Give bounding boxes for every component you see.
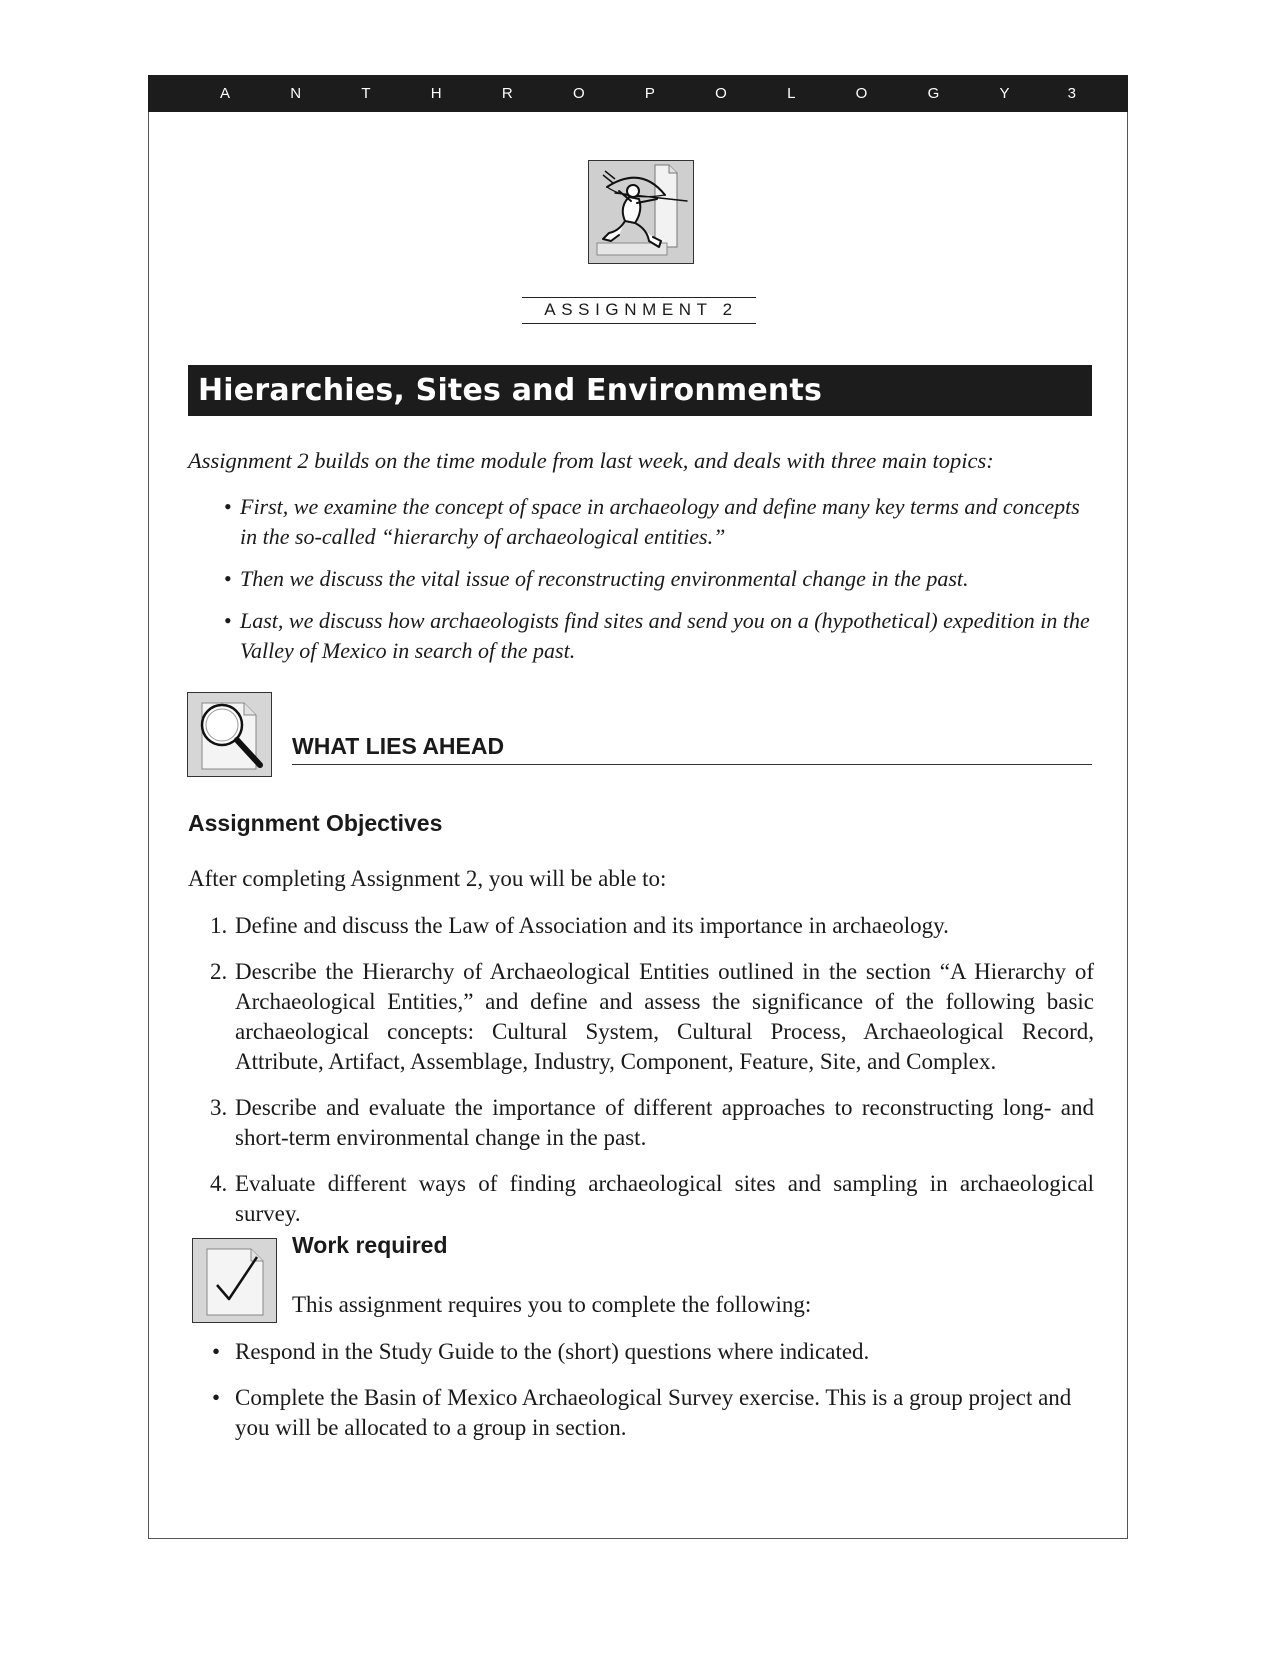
list-item: • Respond in the Study Guide to the (short) questions where indicated. — [210, 1337, 1094, 1367]
archer-figure-icon — [588, 160, 694, 264]
item-number: 4. — [210, 1171, 228, 1196]
item-text: Describe and evaluate the importance of different approaches to reconstructing long- and short-term environmental change in the past. — [235, 1095, 1094, 1150]
list-item — [210, 911, 1094, 941]
intro-lead: Assignment 2 builds on the time module from last week, and deals with three main topics: — [188, 448, 994, 473]
objectives-list — [210, 911, 1094, 1245]
list-item: • First, we examine the concept of space in archaeology and define many key terms and concepts in the so-called “hierarchy of archaeological entities.” — [220, 492, 1094, 552]
header-letter: R — [501, 85, 513, 102]
header-letter: A — [220, 85, 231, 102]
objectives-lead: After completing Assignment 2, you will be able to: — [188, 866, 667, 891]
list-item — [210, 1169, 1094, 1229]
header-letter: O — [855, 85, 868, 102]
work-required-list — [210, 1337, 1094, 1459]
list-item: • Then we discuss the vital issue of reconstructing environmental change in the past. — [220, 564, 1094, 594]
work-required-lead: This assignment requires you to complete the following: — [292, 1292, 812, 1317]
what-lies-ahead-heading: WHAT LIES AHEAD — [292, 733, 1092, 765]
list-item: • Complete the Basin of Mexico Archaeological Survey exercise. This is a group project and you will be allocated to a group in section. — [210, 1383, 1094, 1443]
header-letter: Y — [999, 85, 1010, 102]
header-letter: L — [787, 85, 796, 102]
item-text: Describe the Hierarchy of Archaeological Entities outlined in the section “A Hierarchy of Archaeological Entities,” and define and assess the significance of the following basic archaeological concepts: Cultural System, Cultural Process, Archaeological Record, Attribute, Artifact, Assemblage, Industry, Component, Feature, Site, and Complex. — [235, 959, 1094, 1074]
item-text: Define and discuss the Law of Association and its importance in archaeology. — [235, 913, 949, 938]
page-title: Hierarchies, Sites and Environments — [188, 365, 1092, 416]
work-required-heading: Work required — [292, 1232, 448, 1258]
magnifying-glass-icon — [187, 692, 272, 777]
intro-topics-list — [220, 492, 1094, 678]
header-letter: O — [715, 85, 727, 102]
list-item — [210, 1093, 1094, 1153]
checkmark-icon — [192, 1238, 277, 1323]
header-letter: N — [290, 85, 302, 102]
header-letter: P — [644, 85, 655, 102]
list-item — [210, 957, 1094, 1077]
header-letter: G — [927, 85, 940, 102]
running-header — [148, 75, 1128, 112]
objectives-heading: Assignment Objectives — [188, 810, 443, 836]
header-letter: O — [572, 85, 585, 102]
item-number: 2. — [210, 959, 228, 984]
item-number: 3. — [210, 1095, 228, 1120]
running-header-title — [220, 85, 1068, 102]
list-item: • Last, we discuss how archaeologists find sites and send you on a (hypothetical) expedition in the Valley of Mexico in search of the past. — [220, 606, 1094, 666]
header-letter: H — [430, 85, 442, 102]
header-letter: T — [361, 85, 371, 102]
assignment-label: ASSIGNMENT 2 — [522, 297, 756, 324]
page-number: 3 — [1067, 85, 1076, 102]
item-text: Evaluate different ways of finding archaeological sites and sampling in archaeological survey. — [235, 1171, 1094, 1226]
item-number: 1. — [210, 913, 228, 938]
